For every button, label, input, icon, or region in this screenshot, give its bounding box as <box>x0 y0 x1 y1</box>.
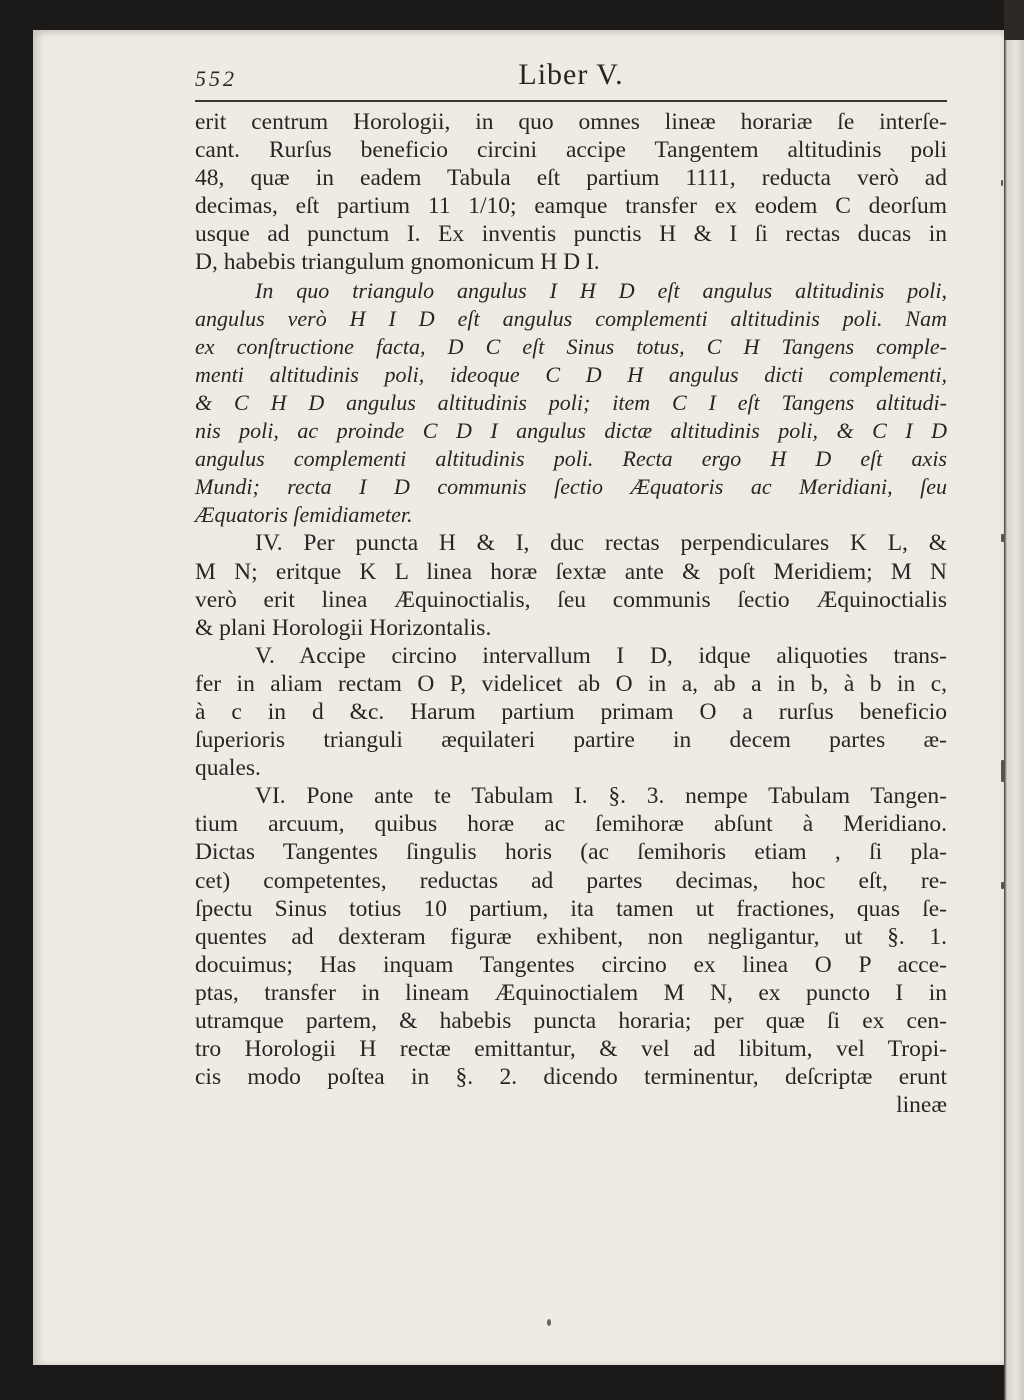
text-line: angulus complementi altitudinis poli. Recta ergo H D eſt axis <box>195 446 947 472</box>
text-line: cis modo poſtea in §. 2. dicendo terminentur, deſcriptæ erunt <box>195 1064 947 1091</box>
text-line: Mundi; recta I D communis ſectio Æquatoris ac Meridiani, ſeu <box>195 474 947 500</box>
text-line: IV. Per puncta H & I, duc rectas perpendiculares K L, & <box>255 530 947 557</box>
text-line: ſuperioris trianguli æquilateri partire in decem partes æ- <box>195 727 947 754</box>
text-line: nis poli, ac proinde C D I angulus dictæ altitudinis poli, & C I D <box>195 418 947 444</box>
text-line: ſpectu Sinus totius 10 partium, ita tamen ut fractiones, quas ſe- <box>195 895 947 922</box>
text-line: menti altitudinis poli, ideoque C D H angulus dicti complementi, <box>195 361 947 387</box>
text-line: cet) competentes, reductas ad partes decimas, hoc eſt, re- <box>195 867 947 894</box>
page-number: 552 <box>195 66 237 91</box>
scan-background <box>1004 0 1024 40</box>
text-line: VI. Pone ante te Tabulam I. §. 3. nempe Tabulam Tangen- <box>255 783 947 810</box>
text-line: & plani Horologii Horizontalis. <box>195 614 492 641</box>
text-line: ex conſtructione facta, D C eſt Sinus totus, C H Tangens comple- <box>195 333 947 359</box>
text-line: Dictas Tangentes ſingulis horis (ac ſemihoris etiam , ſi pla- <box>195 839 947 866</box>
text-line: angulus verò H I D eſt angulus complementi altitudinis poli. Nam <box>195 305 947 331</box>
text-line: Æquatoris ſemidiameter. <box>195 502 413 528</box>
running-head <box>195 58 947 98</box>
body-text <box>195 108 947 1119</box>
margin-mark <box>1001 180 1003 186</box>
text-line: & C H D angulus altitudinis poli; item C I eſt Tangens altitudi- <box>195 389 947 415</box>
text-line: decimas, eſt partium 11 1/10; eamque transfer ex eodem C deorſum <box>195 193 947 220</box>
text-line: V. Accipe circino intervallum I D, idque aliquoties trans- <box>255 642 947 669</box>
text-line: In quo triangulo angulus I H D eſt angulus altitudinis poli, <box>255 277 947 303</box>
text-line: fer in aliam rectam O P, videlicet ab O in a, ab a in b, à b in c, <box>195 670 947 697</box>
ink-speck <box>547 1319 551 1326</box>
text-line: à c in d &c. Harum partium primam O a rurſus beneficio <box>195 698 947 725</box>
margin-mark <box>1001 534 1004 542</box>
text-line: tro Horologii H rectæ emittantur, & vel ad libitum, vel Tropi- <box>195 1036 947 1063</box>
text-line: cant. Rurſus beneficio circini accipe Tangentem altitudinis poli <box>195 137 947 164</box>
running-title: Liber V. <box>518 58 624 91</box>
text-line: tium arcuum, quibus horæ ac ſemihoræ abſunt à Meridiano. <box>195 811 947 838</box>
text-line: D, habebis triangulum gnomonicum H D I. <box>195 249 600 276</box>
text-line: ptas, transfer in lineam Æquinoctialem M N, ex puncto I in <box>195 979 947 1006</box>
text-line: docuimus; Has inquam Tangentes circino ex linea O P acce- <box>195 951 947 978</box>
text-line: utramque partem, & habebis puncta horaria; per quæ ſi ex cen- <box>195 1008 947 1034</box>
text-line: 48, quæ in eadem Tabula eſt partium 1111, reducta verò ad <box>195 165 947 192</box>
header-rule <box>195 100 947 102</box>
text-line: usque ad punctum I. Ex inventis punctis H & I ſi rectas ducas in <box>195 221 947 248</box>
adjacent-page-edge <box>1004 0 1024 1400</box>
text-line: erit centrum Horologii, in quo omnes lineæ horariæ ſe interſe- <box>195 109 947 135</box>
text-line: lineæ <box>896 1092 947 1119</box>
text-line: verò erit linea Æquinoctialis, ſeu communis ſectio Æquinoctialis <box>195 586 947 613</box>
margin-mark <box>1001 882 1004 889</box>
text-line: M N; eritque K L linea horæ ſextæ ante & poſt Meridiem; M N <box>195 558 947 585</box>
margin-mark <box>1001 760 1004 782</box>
text-line: quales. <box>195 755 261 782</box>
text-line: quentes ad dexteram figuræ exhibent, non negligantur, ut §. 1. <box>195 923 947 950</box>
